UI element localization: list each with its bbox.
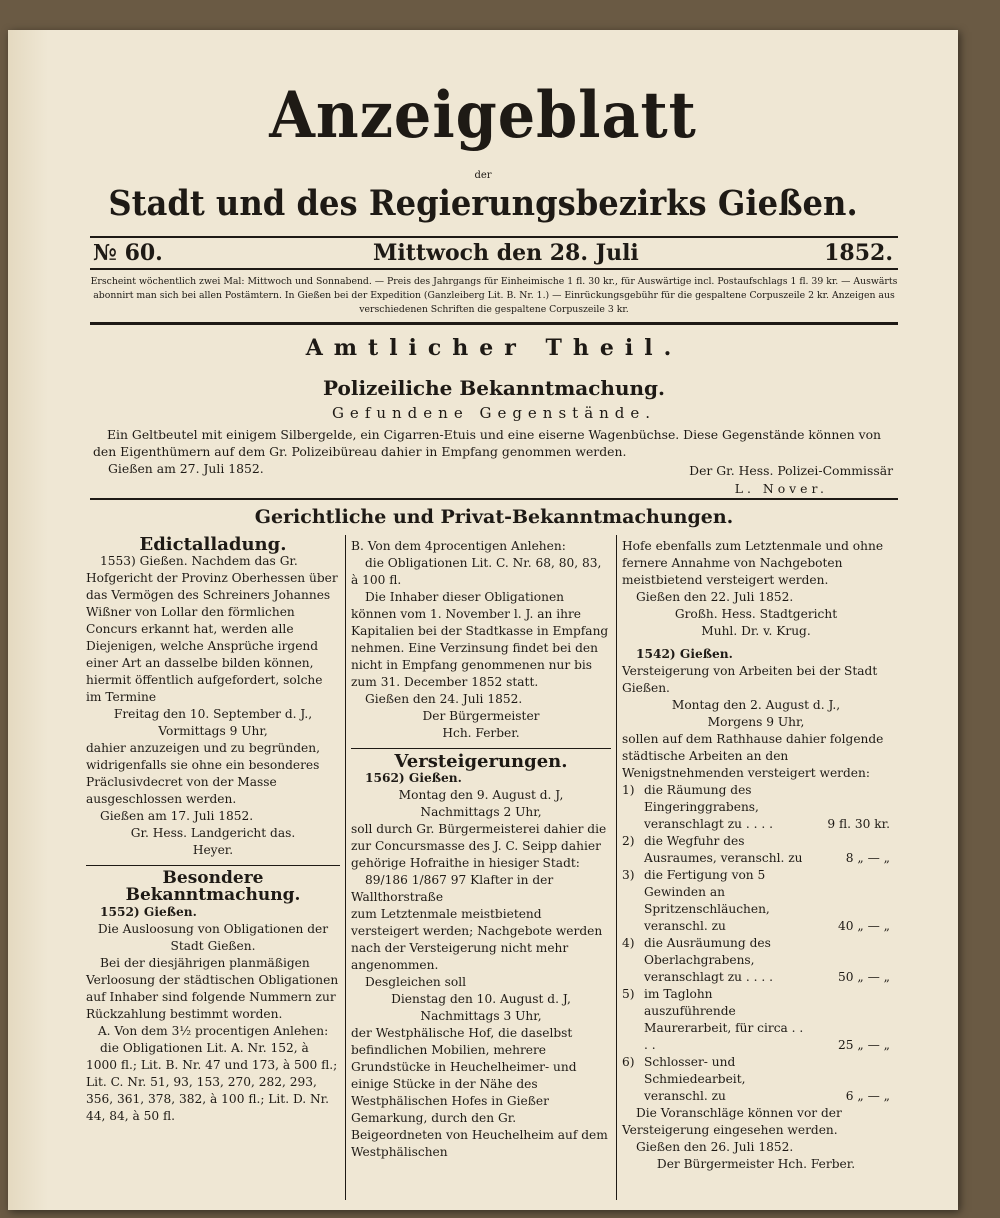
works-item bbox=[622, 986, 890, 1054]
auction-head: 1562) Gießen. bbox=[365, 771, 462, 785]
works-term-time: Morgens 9 Uhr, bbox=[707, 715, 805, 729]
works-list bbox=[622, 782, 890, 1105]
police-notice-title: Polizeiliche Bekanntmachung. bbox=[323, 376, 665, 400]
special-notice-subtitle: Die Ausloosung von Obligationen der Stadt Gießen. bbox=[97, 922, 329, 953]
works-item-number: 1) bbox=[622, 783, 635, 797]
works-title: Versteigerung von Arbeiten bei der Stadt Gießen. bbox=[622, 664, 878, 695]
works-text-2: Die Voranschläge können vor der Versteigerung eingesehen werden. bbox=[622, 1106, 842, 1137]
masthead-subtitle: Stadt und des Regierungsbezirks Gießen. bbox=[108, 183, 858, 224]
works-item bbox=[622, 833, 890, 867]
edictal-date: Gießen am 17. Juli 1852. bbox=[100, 809, 254, 823]
auction-cont-signature: Muhl. Dr. v. Krug. bbox=[701, 624, 811, 638]
works-item-text: Schlosser- und Schmiedearbeit, veranschl. zu bbox=[644, 1055, 746, 1103]
works-item bbox=[622, 935, 890, 986]
special-notice-text: Bei der diesjährigen planmäßigen Verloosung der städtischen Obligationen auf Inhaber sind folgende Nummern zur Rückzahlung bestimmt worden. bbox=[86, 956, 339, 1021]
police-notice-date: Gießen am 27. Juli 1852. bbox=[108, 461, 264, 476]
auction-text-2: zum Letztenmale meistbietend versteigert werden; Nachgebote werden nach der Versteigerung nicht mehr angenommen. bbox=[351, 907, 603, 972]
column-3 bbox=[622, 538, 890, 1173]
works-date: Gießen den 26. Juli 1852. bbox=[636, 1140, 794, 1154]
loan-notice-date: Gießen den 24. Juli 1852. bbox=[365, 692, 523, 706]
works-item-number: 6) bbox=[622, 1055, 635, 1069]
masthead-title: Anzeigeblatt bbox=[269, 78, 697, 153]
loan-a-text: die Obligationen Lit. A. Nr. 152, à 1000 fl.; Lit. B. Nr. 47 und 173, à 500 fl.; Lit. C. Nr. 51, 93, 153, 270, 282, 293, 356, 361, 378, 382, à 100 fl.; Lit. D. Nr. 44, 84, à 50 fl. bbox=[86, 1041, 338, 1123]
works-item bbox=[622, 1054, 890, 1105]
works-item-value: 40 „ — „ bbox=[838, 919, 890, 933]
auction-text-3: der Westphälische Hof, die daselbst befindlichen Mobilien, mehrere Grundstücke in Heuchelheimer- und einige Stücke in der Nähe des Westphälischen Hofes in Gießer Gemarkung, durch den Gr. Beigeordneten von Heuchelheim auf dem Westphälischen bbox=[351, 1026, 608, 1159]
works-item-value: 6 „ — „ bbox=[845, 1089, 890, 1103]
works-item-number: 4) bbox=[622, 936, 635, 950]
works-signature: Der Bürgermeister Hch. Ferber. bbox=[656, 1157, 856, 1171]
edictal-signatory: Gr. Hess. Landgericht das. bbox=[130, 826, 296, 840]
edictal-text: 1553) Gießen. Nachdem das Gr. Hofgericht der Provinz Oberhessen über das Vermögen des Schreiners Johannes Wißner von Lollar den förmlichen Concurs erkannt hat, werden alle Diejenigen, welche Ansprüche irgend einer Art an dasselbe bilden können, hiermit öffentlich aufgefordert, solche im Termine bbox=[86, 554, 338, 704]
works-item-number: 3) bbox=[622, 868, 635, 882]
edictal-term-time: Vormittags 9 Uhr, bbox=[158, 724, 268, 738]
issue-number: № 60. bbox=[93, 240, 163, 266]
column-2 bbox=[351, 538, 611, 1161]
loan-b-text: die Obligationen Lit. C. Nr. 68, 80, 83, à 100 fl. bbox=[351, 556, 602, 587]
auction-text: soll durch Gr. Bürgermeisterei dahier die zur Concursmasse des J. C. Seipp dahier gehörige Hofraithe in hiesiger Stadt: bbox=[351, 822, 607, 870]
column-rule-1 bbox=[345, 535, 346, 1200]
court-private-heading: Gerichtliche und Privat-Bekanntmachungen. bbox=[254, 506, 734, 528]
works-item-text: die Fertigung von 5 Gewinden an Spritzenschläuchen, veranschl. zu bbox=[644, 868, 770, 933]
works-item-text: im Taglohn auszuführende Maurerarbeit, für circa . . . . bbox=[644, 987, 804, 1052]
works-item-text: die Räumung des Eingeringgrabens, veranschlagt zu . . . . bbox=[644, 783, 773, 831]
loan-notice-text: Die Inhaber dieser Obligationen können vom 1. November l. J. an ihre Kapitalien bei der Stadtkasse in Empfang nehmen. Eine Verzinsung findet bei den nicht in Empfang genommenen nur bis zum 31. December 1852 statt. bbox=[351, 590, 609, 689]
auction-desgleichen: Desgleichen soll bbox=[365, 975, 467, 989]
edictal-title: Edictalladung. bbox=[139, 534, 287, 555]
auction-term-date: Montag den 9. August d. J, bbox=[398, 788, 564, 802]
masthead-rule-top bbox=[90, 236, 898, 238]
works-item-value: 8 „ — „ bbox=[845, 851, 890, 865]
issue-row bbox=[93, 240, 893, 266]
loan-notice-signatory: Der Bürgermeister bbox=[422, 709, 540, 723]
section-rule bbox=[90, 498, 898, 500]
subscription-info: Erscheint wöchentlich zwei Mal: Mittwoch und Sonnabend. — Preis des Jahrgangs für Einheimische 1 fl. 30 kr., für Auswärtige incl. Postaufschlags 1 fl. 39 kr. — Auswärts abonnirt man sich bei allen Postämtern. In Gießen bei der Expedition (Ganzleiberg Lit. B. Nr. 1.) — Einrückungsgebühr für die gespaltene Corpuszeile 2 kr. Anzeigen aus verschiedenen Schriften die gespaltene Corpuszeile 3 kr. bbox=[90, 276, 898, 315]
auction-item: 89/186 1/867 97 Klafter in der Wallthorstraße bbox=[351, 873, 554, 904]
masthead-der: der bbox=[474, 170, 492, 181]
loan-a-heading: A. Von dem 3½ procentigen Anlehen: bbox=[97, 1024, 329, 1038]
col1-divider bbox=[86, 865, 340, 866]
works-item-value: 25 „ — „ bbox=[838, 1038, 890, 1052]
works-item-text: die Ausräumung des Oberlachgrabens, veranschlagt zu . . . . bbox=[644, 936, 773, 984]
edictal-text-2: dahier anzuzeigen und zu begründen, widrigenfalls sie ohne ein besonderes Präclusivdecret von der Masse ausgeschlossen werden. bbox=[86, 741, 320, 806]
special-notice-head: 1552) Gießen. bbox=[100, 905, 197, 919]
edictal-term-date: Freitag den 10. September d. J., bbox=[113, 707, 313, 721]
works-item-number: 2) bbox=[622, 834, 635, 848]
info-rule bbox=[90, 322, 898, 325]
auction-cont-text: Hofe ebenfalls zum Letztenmale und ohne fernere Annahme von Nachgeboten meistbietend versteigert werden. bbox=[622, 539, 884, 587]
auctions-title: Versteigerungen. bbox=[394, 751, 568, 772]
police-notice-signature: L. Nover. bbox=[734, 481, 828, 496]
column-1 bbox=[86, 536, 340, 1125]
auction-term-time-2: Nachmittags 3 Uhr, bbox=[420, 1009, 542, 1023]
issue-date: Mittwoch den 28. Juli bbox=[373, 240, 639, 266]
works-item-number: 5) bbox=[622, 987, 635, 1001]
issue-year: 1852. bbox=[824, 240, 893, 266]
page-gutter bbox=[8, 30, 48, 1210]
works-item-value: 50 „ — „ bbox=[838, 970, 890, 984]
col2-divider bbox=[351, 748, 611, 749]
works-term-date: Montag den 2. August d. J., bbox=[671, 698, 841, 712]
auction-cont-signatory: Großh. Hess. Stadtgericht bbox=[674, 607, 838, 621]
works-item bbox=[622, 867, 890, 935]
found-items-title: Gefundene Gegenstände. bbox=[331, 404, 657, 422]
official-part-heading: Amtlicher Theil. bbox=[305, 335, 683, 361]
works-item bbox=[622, 782, 890, 833]
police-notice-text: Ein Geltbeutel mit einigem Silbergelde, ein Cigarren-Etuis und eine eiserne Wagenbüchse. Diese Gegenstände können von den Eigenthümern auf dem Gr. Polizeibüreau dahier in Empfang genommen werden. bbox=[93, 427, 882, 459]
edictal-signature: Heyer. bbox=[192, 843, 234, 857]
auction-term-time: Nachmittags 2 Uhr, bbox=[420, 805, 542, 819]
newspaper-page bbox=[8, 30, 958, 1210]
loan-notice-signature: Hch. Ferber. bbox=[442, 726, 520, 740]
loan-b-heading: B. Von dem 4procentigen Anlehen: bbox=[351, 539, 566, 553]
auction-cont-date: Gießen den 22. Juli 1852. bbox=[636, 590, 794, 604]
works-head: 1542) Gießen. bbox=[636, 647, 733, 661]
masthead-rule-bottom bbox=[90, 268, 898, 270]
special-notice-title: Besondere Bekanntmachung. bbox=[125, 868, 301, 905]
works-text: sollen auf dem Rathhause dahier folgende städtische Arbeiten an den Wenigstnehmenden versteigert werden: bbox=[622, 732, 884, 780]
works-item-value: 9 fl. 30 kr. bbox=[827, 817, 890, 831]
column-rule-2 bbox=[616, 535, 617, 1200]
police-notice-signatory: Der Gr. Hess. Polizei-Commissär bbox=[689, 463, 893, 478]
auction-term-date-2: Dienstag den 10. August d. J, bbox=[391, 992, 571, 1006]
works-item-text: die Wegfuhr des Ausraumes, veranschl. zu bbox=[644, 834, 803, 865]
